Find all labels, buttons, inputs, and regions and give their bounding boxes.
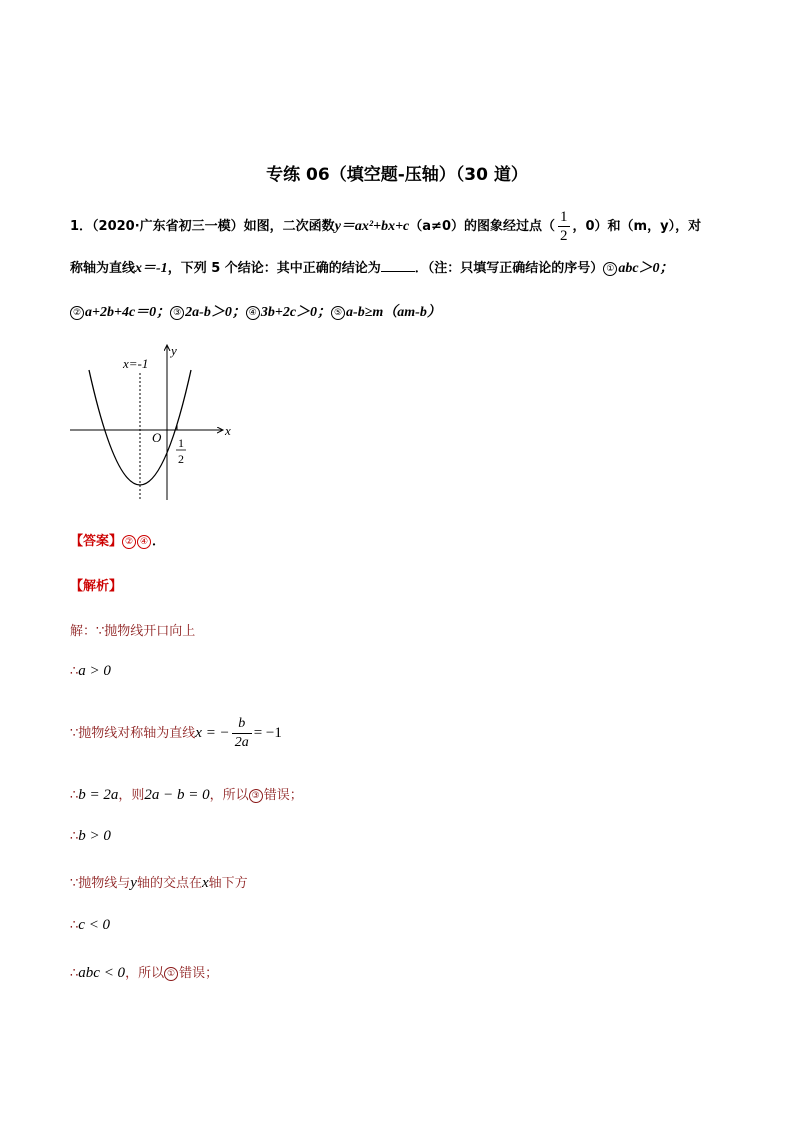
math-expression: [202, 875, 209, 891]
solution-text: ∵抛物线与: [70, 876, 131, 891]
math-text: c < 0: [78, 917, 111, 933]
solution-text: 解：∵抛物线开口向上: [70, 624, 196, 639]
math-text: a > 0: [78, 663, 111, 679]
solution-line-2: [70, 663, 111, 680]
circled-3: ③: [170, 306, 184, 320]
question-text: 的图象经过点（: [464, 219, 556, 234]
solution-text: ，所以: [209, 788, 249, 803]
circled-4: ④: [246, 306, 260, 320]
solution-text: ，则: [118, 788, 145, 803]
answer-circled-2: ②: [122, 535, 136, 549]
tick-label-numerator: 1: [178, 436, 184, 450]
answer-blank[interactable]: [381, 259, 415, 272]
math-expression: [195, 725, 229, 741]
fraction-numerator: 1: [560, 209, 568, 225]
math-text: x = −: [195, 725, 230, 741]
page-title: 专练 06（填空题-压轴）（30 道）: [266, 165, 528, 185]
solution-text: 轴下方: [208, 876, 248, 891]
therefore-symbol: ∴: [70, 788, 79, 803]
fraction-numerator: b: [232, 715, 252, 734]
axis-label: x=-1: [123, 356, 149, 371]
fraction-b-over-2a: [232, 715, 252, 752]
math-expression: [78, 663, 111, 679]
solution-text: 轴的交点在: [136, 876, 202, 891]
circled-3: ③: [249, 789, 263, 803]
math-expression: [144, 787, 209, 803]
fraction-denominator: 2: [560, 228, 568, 244]
question-number: 1．: [70, 219, 93, 234]
circled-2: ②: [70, 306, 84, 320]
math-text: abc < 0: [78, 965, 126, 981]
solution-line-6: [70, 872, 248, 892]
statement-5: a-b≥m（am-b）: [346, 305, 441, 320]
solution-text: 错误；: [263, 788, 303, 803]
math-text: y: [130, 875, 137, 891]
solution-line-7: [70, 917, 110, 934]
therefore-symbol: ∴: [70, 918, 79, 933]
therefore-symbol: ∴: [70, 966, 79, 981]
function-condition: （a≠0）: [409, 219, 464, 234]
therefore-symbol: ∴: [70, 829, 79, 844]
tick-label-denominator: 2: [178, 452, 184, 466]
question-text: 称轴为直线: [70, 261, 136, 276]
parabola-graph: [65, 335, 245, 510]
fraction-half: [558, 208, 570, 245]
math-expression: = −1: [253, 725, 282, 741]
therefore-symbol: ∴: [70, 664, 79, 679]
solution-text: 错误；: [179, 966, 219, 981]
symmetry-axis: x＝-1: [135, 261, 168, 276]
solution-line-5: [70, 828, 111, 845]
math-expression: [130, 875, 137, 891]
solution-line-4: [70, 784, 303, 804]
solution-text: ，所以: [125, 966, 165, 981]
math-expression: [78, 917, 110, 933]
solution-line-1: [70, 620, 195, 639]
question-line-2: [70, 257, 735, 277]
parabola-curve: [89, 370, 191, 485]
math-text: x: [201, 875, 209, 891]
question-note: ．（注：只填写正确结论的序号）: [414, 261, 604, 276]
math-expression: [78, 965, 125, 981]
math-expression: [78, 787, 118, 803]
solution-text: ∵抛物线对称轴为直线: [70, 726, 196, 741]
question-text: 如图，二次函数: [243, 219, 335, 234]
statement-3: 2a-b＞0；: [185, 305, 246, 320]
question-line-1: [70, 208, 735, 245]
y-axis-label: y: [171, 343, 177, 358]
answer-tail: ．: [152, 534, 166, 549]
circled-1: ①: [603, 262, 617, 276]
circled-5: ⑤: [331, 306, 345, 320]
circled-1: ①: [164, 967, 178, 981]
question-source: （2020·广东省初三一模）: [92, 219, 244, 234]
math-text: 2a − b = 0: [144, 787, 210, 803]
fraction-denominator: 2a: [234, 735, 249, 750]
math-text: b > 0: [78, 828, 111, 844]
statement-2: a+2b+4c＝0；: [85, 305, 171, 320]
answer-line: [70, 530, 165, 549]
question-line-3: [70, 301, 735, 321]
solution-line-3: [70, 715, 282, 752]
origin-label: O: [152, 430, 162, 445]
statement-4: 3b+2c＞0；: [260, 305, 332, 320]
analysis-label: 【解析】: [70, 579, 123, 594]
statement-1: abc＞0；: [618, 261, 674, 276]
question-text: ，0）和（m，y），对: [572, 219, 702, 234]
math-text: b = 2a: [78, 787, 119, 803]
answer-label: 【答案】: [70, 534, 123, 549]
x-axis-label: x: [225, 423, 231, 438]
function-expression: y＝ax²+bx+c: [334, 219, 410, 234]
math-expression: [78, 828, 111, 844]
question-text: ，下列 5 个结论：其中正确的结论为: [167, 261, 381, 276]
answer-circled-4: ④: [137, 535, 151, 549]
solution-line-8: [70, 962, 218, 982]
